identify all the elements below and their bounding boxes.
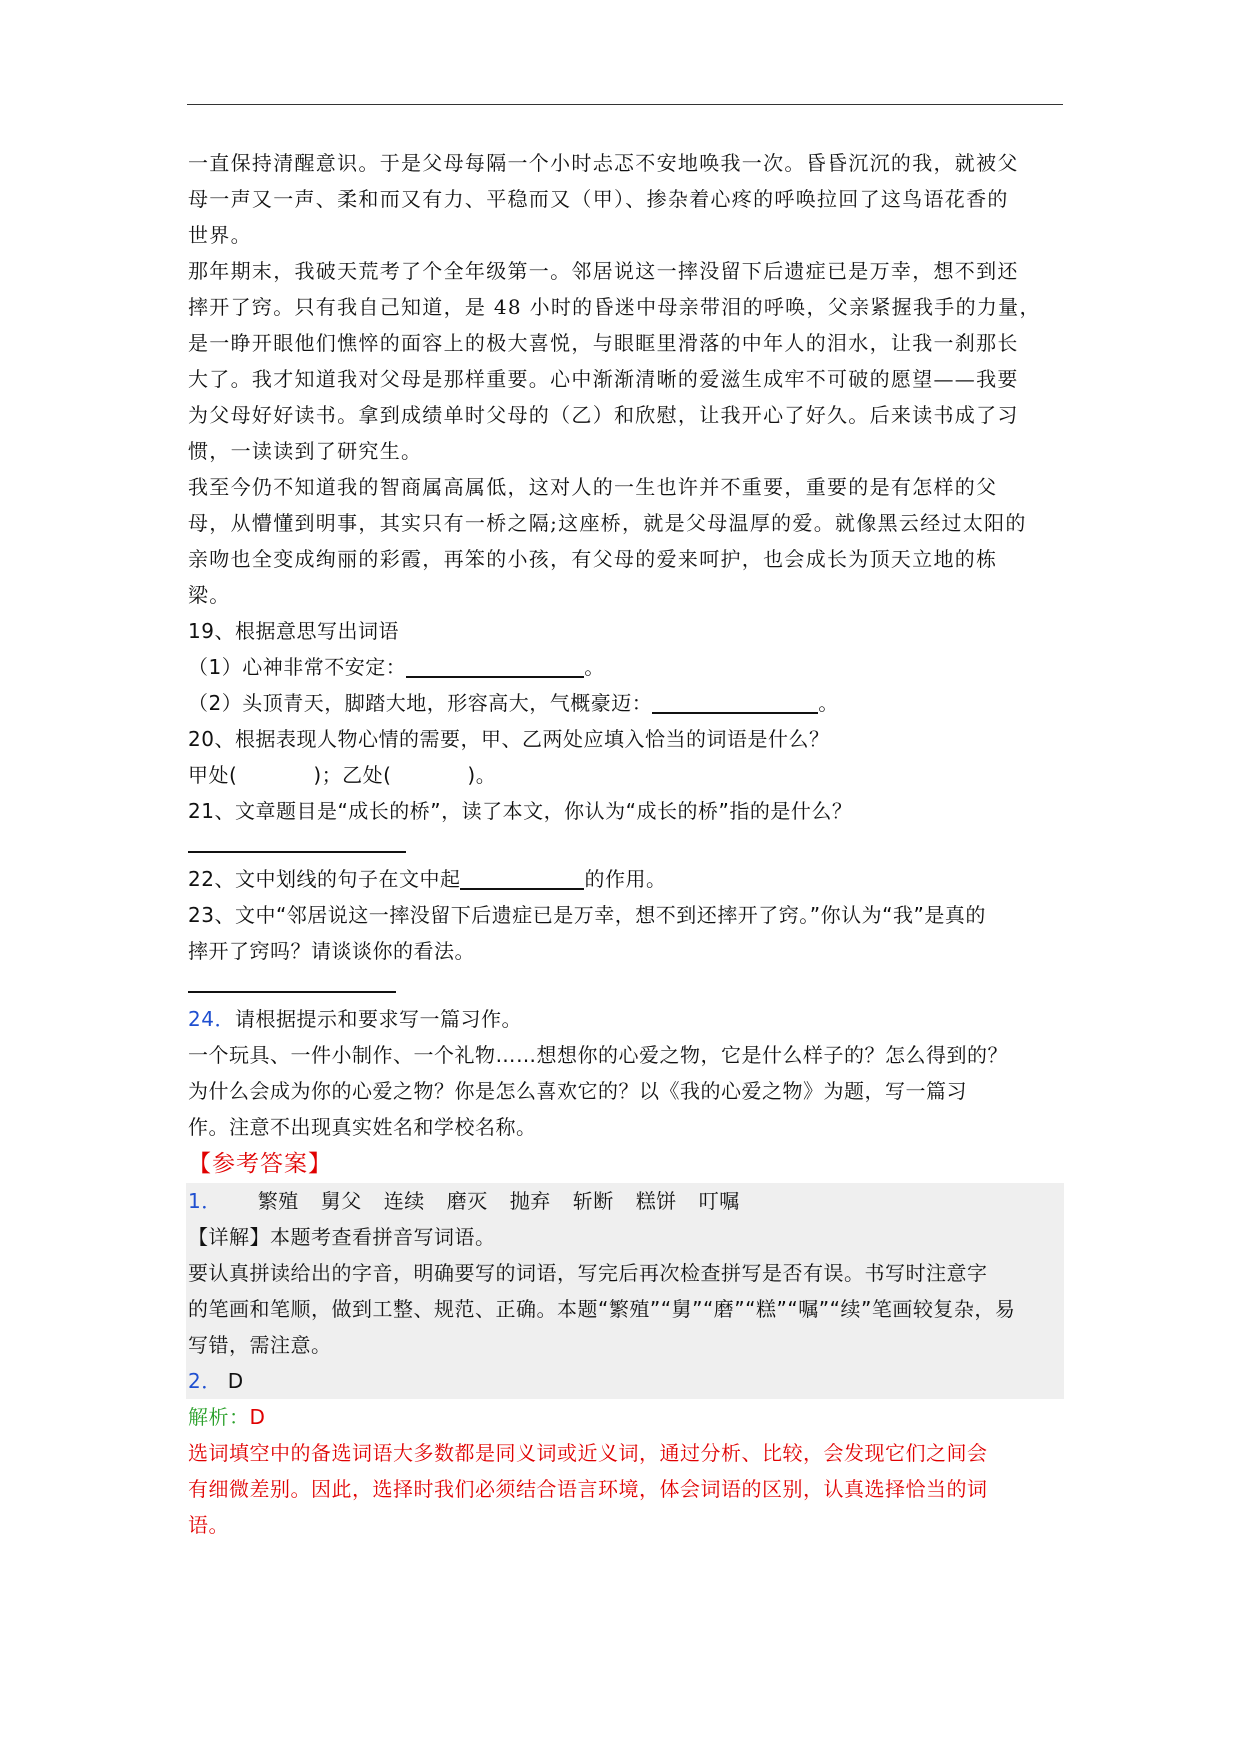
answer-1-body: 写错，需注意。 <box>188 1333 332 1357</box>
passage-line: 为父母好好读书。拿到成绩单时父母的（乙）和欣慰，让我开心了好久。后来读书成了习 <box>188 403 1019 427</box>
answer-word: 连续 <box>383 1189 425 1213</box>
question-20-part-c: )。 <box>467 763 497 787</box>
answer-blank[interactable] <box>460 866 584 890</box>
answer-word: 糕饼 <box>635 1189 677 1213</box>
answer-1-detail: 【详解】本题考查看拼音写词语。 <box>188 1225 496 1249</box>
question-24-number: 24． <box>188 1007 235 1031</box>
question-20-part-a: 甲处( <box>188 763 238 787</box>
answer-1-number: 1． <box>188 1189 222 1213</box>
question-24-text: 请根据提示和要求写一篇习作。 <box>234 1007 522 1031</box>
answer-box <box>186 1183 1064 1399</box>
reference-answer-title: 【参考答案】 <box>188 1151 332 1177</box>
answer-word: 斩断 <box>572 1189 614 1213</box>
answer-blank[interactable] <box>406 654 584 678</box>
document-body <box>188 145 1064 1543</box>
answer-2 <box>188 1363 1064 1399</box>
question-24-body: 一个玩具、一件小制作、一个礼物……想想你的心爱之物，它是什么样子的？怎么得到的？ <box>188 1043 1008 1067</box>
passage-line: 大了。我才知道我对父母是那样重要。心中渐渐清晰的爱滋生成牢不可破的愿望——我要 <box>188 367 1019 391</box>
answer-word: 叮嘱 <box>698 1189 740 1213</box>
question-19-1 <box>188 649 1064 685</box>
answer-2-number: 2． <box>188 1369 222 1393</box>
passage-line: 梁。 <box>188 583 231 607</box>
answer-1-body: 的笔画和笔顺，做到工整、规范、正确。本题“繁殖”“舅”“磨”“糕”“嘱”“续”笔画较复杂，易 <box>188 1297 1016 1321</box>
passage-line: 惯，一读读到了研究生。 <box>188 439 423 463</box>
question-19-2-text: （2）头顶青天，脚踏大地，形容高大，气概豪迈： <box>188 691 653 715</box>
answer-line[interactable] <box>188 975 396 993</box>
question-20-part-b: )；乙处( <box>313 763 392 787</box>
header-rule <box>187 104 1063 105</box>
question-22-part-b: 的作用。 <box>584 867 667 891</box>
passage-line: 一直保持清醒意识。于是父母每隔一个小时忐忑不安地唤我一次。昏昏沉沉的我，就被父 <box>188 151 1019 175</box>
question-24 <box>188 1001 1064 1037</box>
passage-line: 那年期末，我破天荒考了个全年级第一。邻居说这一摔没留下后遗症已是万幸，想不到还 <box>188 259 1019 283</box>
analysis-body: 选词填空中的备选词语大多数都是同义词或近义词，通过分析、比较，会发现它们之间会 <box>188 1441 988 1465</box>
punctuation: 。 <box>584 655 605 679</box>
question-20-answer <box>188 757 1064 793</box>
punctuation: 。 <box>818 691 839 715</box>
answer-2-value: D <box>227 1369 244 1393</box>
question-23-line: 23、文中“邻居说这一摔没留下后遗症已是万幸，想不到还摔开了窍。”你认为“我”是真的 <box>188 903 986 927</box>
question-19-2 <box>188 685 1064 721</box>
passage-line: 世界。 <box>188 223 252 247</box>
analysis-label: 解析： <box>188 1405 250 1429</box>
answer-word: 繁殖 <box>257 1189 299 1213</box>
answer-blank[interactable] <box>652 690 818 714</box>
analysis-body: 有细微差别。因此，选择时我们必须结合语言环境，体会词语的区别，认真选择恰当的词 <box>188 1477 988 1501</box>
analysis-value: D <box>249 1405 266 1429</box>
answer-1 <box>188 1183 1064 1219</box>
question-22-part-a: 22、文中划线的句子在文中起 <box>188 867 461 891</box>
answer-word: 磨灭 <box>446 1189 488 1213</box>
passage <box>188 145 1064 613</box>
answer-word: 抛弃 <box>509 1189 551 1213</box>
question-19-1-text: （1）心神非常不安定： <box>188 655 407 679</box>
passage-line: 母一声又一声、柔和而又有力、平稳而又（甲）、掺杂着心疼的呼唤拉回了这鸟语花香的 <box>188 187 1009 211</box>
answer-line[interactable] <box>188 835 406 853</box>
passage-line: 摔开了窍。只有我自己知道，是 48 小时的昏迷中母亲带泪的呼唤，父亲紧握我手的力量， <box>188 295 1041 319</box>
answer-2-analysis <box>188 1399 1064 1435</box>
question-24-body: 作。注意不出现真实姓名和学校名称。 <box>188 1115 537 1139</box>
question-23-line: 摔开了窍吗？请谈谈你的看法。 <box>188 939 475 963</box>
question-24-body: 为什么会成为你的心爱之物？你是怎么喜欢它的？以《我的心爱之物》为题，写一篇习 <box>188 1079 967 1103</box>
question-22 <box>188 861 1064 897</box>
analysis-body: 语。 <box>188 1513 229 1537</box>
passage-line: 亲吻也全变成绚丽的彩霞，再笨的小孩，有父母的爱来呵护，也会成长为顶天立地的栋 <box>188 547 998 571</box>
question-21: 21、文章题目是“成长的桥”，读了本文，你认为“成长的桥”指的是什么？ <box>188 799 853 823</box>
passage-line: 我至今仍不知道我的智商属高属低，这对人的一生也许并不重要，重要的是有怎样的父 <box>188 475 998 499</box>
passage-line: 是一睁开眼他们憔悴的面容上的极大喜悦，与眼眶里滑落的中年人的泪水，让我一刹那长 <box>188 331 1019 355</box>
question-19: 19、根据意思写出词语 <box>188 619 399 643</box>
question-20: 20、根据表现人物心情的需要，甲、乙两处应填入恰当的词语是什么？ <box>188 727 830 751</box>
answer-word: 舅父 <box>320 1189 362 1213</box>
passage-line: 母，从懵懂到明事，其实只有一桥之隔;这座桥，就是父母温厚的爱。就像黑云经过太阳的 <box>188 511 1027 535</box>
answer-1-body: 要认真拼读给出的字音，明确要写的词语，写完后再次检查拼写是否有误。书写时注意字 <box>188 1261 988 1285</box>
